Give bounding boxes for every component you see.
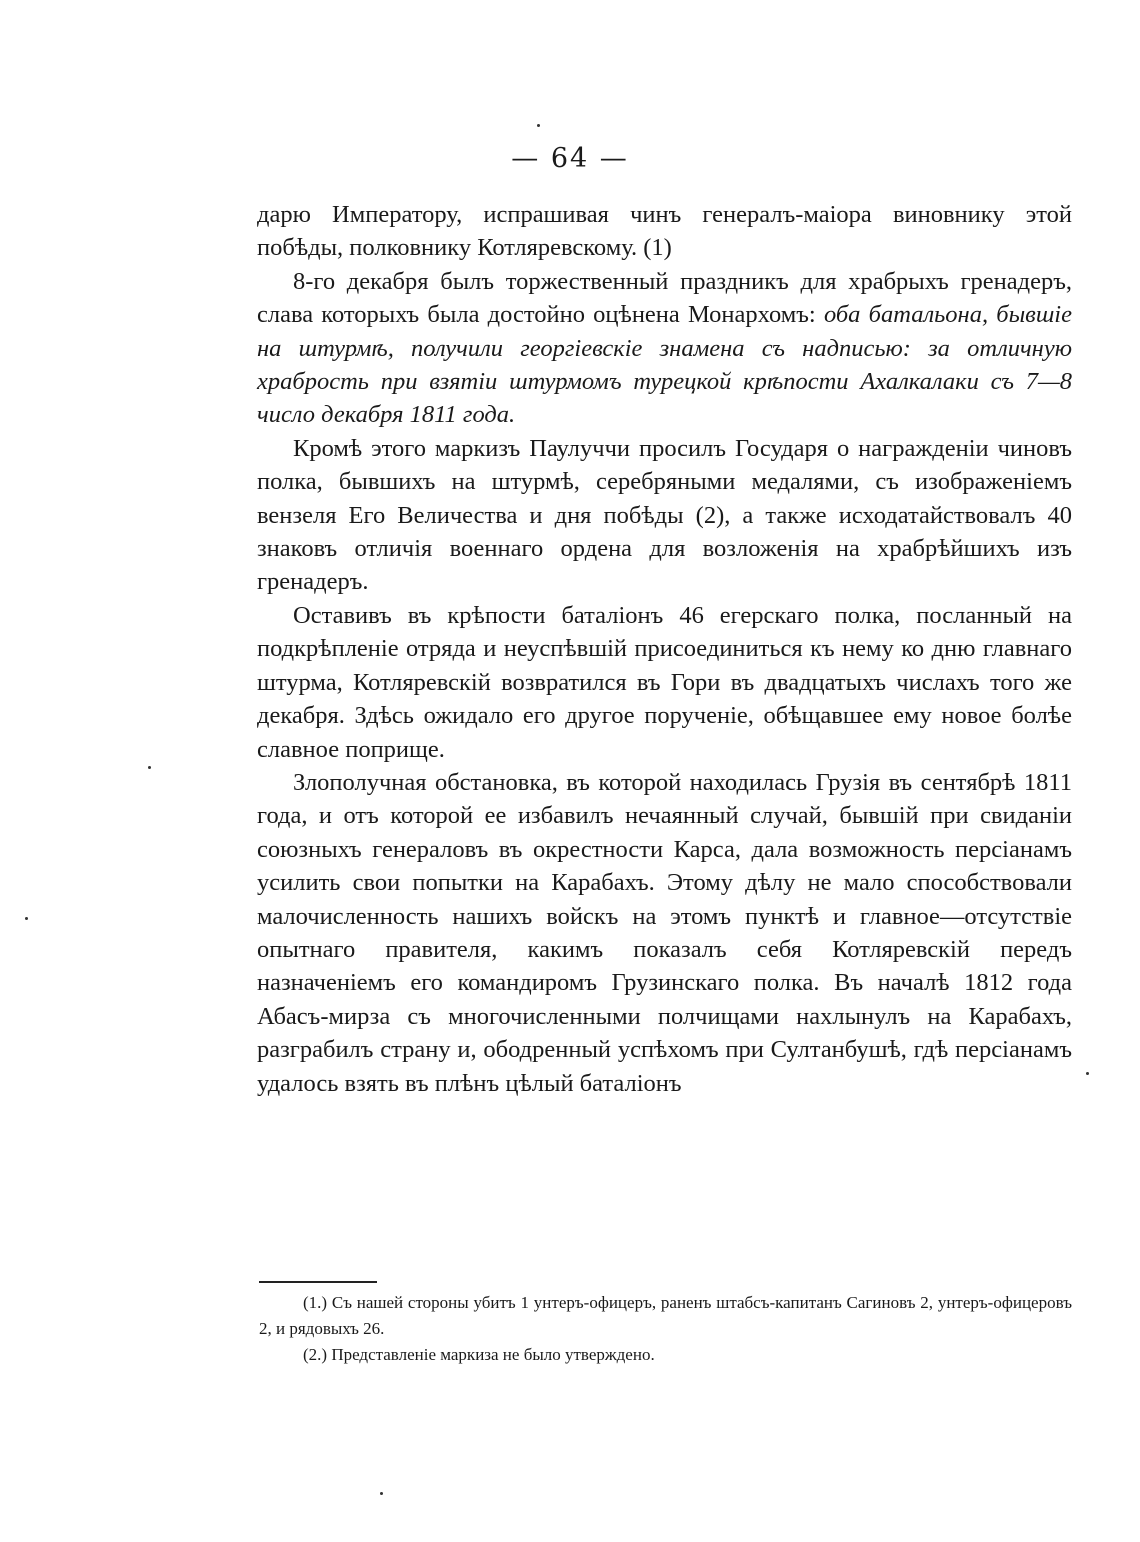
scan-speck [25,917,28,920]
footnote-2: (2.) Представленiе маркиза не было утверждено. [303,1345,655,1364]
footnote-divider [259,1281,377,1283]
paragraph-1 [257,198,1072,265]
scan-speck [537,124,540,127]
footnotes [259,1290,1072,1368]
paragraph-4 [257,599,1072,766]
paragraph-5-text: Злополучная обстановка, въ которой находилась Грузiя въ сентябрѣ 1811 года, и отъ которой ее избавилъ нечаянный случай, бывшiй при свиданiи союзныхъ генераловъ въ окрестности Карса, дала возможность персiанамъ усилить свои попытки на Карабахъ. Этому дѣлу не мало способствовали малочисленность нашихъ войскъ на этомъ пунктѣ и главное—отсутствiе опытнаго правителя, какимъ показалъ себя Котляревскiй передъ назначенiемъ его командиромъ Грузинскаго полка. Въ началѣ 1812 года Абасъ-мирза съ многочисленными полчищами нахлынулъ на Карабахъ, разграбилъ страну и, ободренный успѣхомъ при Султанбушѣ, гдѣ персiанамъ удалось взять въ плѣнъ цѣлый баталiонъ [257,768,1072,1097]
paragraph-3 [257,432,1072,599]
paragraph-2 [257,265,1072,432]
scan-speck [1086,1072,1089,1075]
paragraph-4-text: Оставивъ въ крѣпости баталiонъ 46 егерскаго полка, посланный на подкрѣпленiе отряда и неуспѣвшiй присоединиться къ нему ко дню главнаго штурма, Котляревскiй возвратился въ Гори въ двадцатыхъ числахъ того же декабря. Здѣсь ожидало его другое порученiе, обѣщавшее ему новое болѣе славное поприще. [257,601,1072,763]
paragraph-1-text: дарю Императору, испрашивая чинъ генералъ-маiора виновнику этой побѣды, полковнику Котляревскому. (1) [257,201,1072,262]
page-number: — 64 — [511,143,629,174]
paragraph-2-italic-text: оба батальона, бывшiе на штурмѣ, получили георгiевскiе знамена съ надписью: за отличную храбрость при взятiи штурмомъ турецкой крѣпости Ахалкалаки съ 7—8 число декабря 1811 года. [257,301,1072,429]
scan-speck [148,766,151,769]
paragraph-2-text: 8-го декабря былъ торжественный праздникъ для храбрыхъ гренадеръ, слава которыхъ была достойно оцѣнена Монархомъ: [257,267,1072,329]
scan-speck [380,1492,383,1495]
body-text [257,198,1072,1100]
paragraph-5 [257,766,1072,1100]
paragraph-3-text: Кромѣ этого маркизъ Паулуччи просилъ Государя о награжденiи чиновъ полка, бывшихъ на штурмѣ, серебряными медалями, съ изображенiемъ вензеля Его Величества и дня побѣды (2), а также исходатайствовалъ 40 знаковъ отличiя военнаго ордена для возложенiя на храбрѣйшихъ изъ гренадеръ. [257,434,1072,596]
footnote-1: (1.) Съ нашей стороны убитъ 1 унтеръ-офицеръ, раненъ штабсъ-капитанъ Сагиновъ 2, унтеръ-офицеровъ 2, и рядовыхъ 26. [259,1293,1072,1338]
